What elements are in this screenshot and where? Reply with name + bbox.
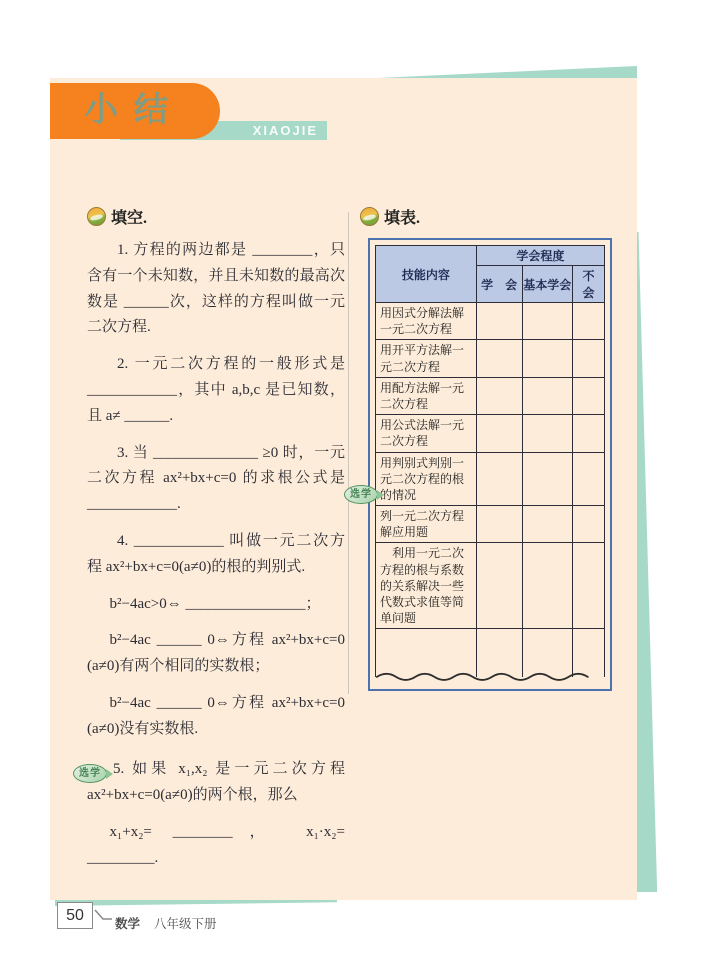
skills-table-frame [368,238,612,691]
globe-icon [87,207,106,226]
skill-cell: 利用一元二次方程的根与系数的关系解决一些代数式求值等简单问题 [376,543,477,629]
mastered-cell [476,543,522,629]
basically-cell [522,377,572,414]
blank-item-4: 4. ____________ 叫做一元二次方程 ax²+bx+c=0(a≠0)的根的判别式. [87,532,345,575]
footer-pointer-icon [93,908,113,922]
not-cell [572,377,604,414]
basically-cell [522,303,572,340]
skills-table [375,245,605,677]
skill-cell: 用判别式判别一元二次方程的根的情况 [376,452,477,506]
table-row [376,340,605,377]
blank-item-1: 1. 方程的两边都是 ________，只含有一个未知数，并且未知数的最高次数是 ______次，这样的方程叫做一元二次方程. [87,242,345,336]
basically-cell [522,506,572,543]
vieta-formula-line: x₁+x₂= ________， x₁·x₂= _________. [87,823,345,866]
skill-cell: 用配方法解一元二次方程 [376,377,477,414]
fill-blanks-heading [87,205,345,228]
mastered-cell [476,340,522,377]
discriminant-zero-line: b²−4ac ______ 0⇔方程 ax²+bx+c=0 (a≠0)有两个相同的实数根； [87,632,345,675]
col-header-skill: 技能内容 [376,246,477,303]
optional-study-badge [344,485,378,504]
blank-item-5 [79,757,345,809]
skill-cell: 列一元二次方程解应用题 [376,506,477,543]
mastered-cell [476,506,522,543]
optional-study-badge [73,764,107,783]
page-title: 小结 [84,92,184,129]
blank-item-5-text: 5. 如果 x₁,x₂ 是一元二次方程 ax²+bx+c=0(a≠0)的两个根，那么 [87,760,345,804]
not-cell [572,506,604,543]
table-row [376,377,605,414]
globe-icon [360,207,379,226]
basically-cell [522,543,572,629]
not-cell [572,303,604,340]
page-footer [57,902,217,932]
col-header-mastery: 学会程度 [476,246,604,266]
table-row [376,415,605,452]
basically-cell [522,415,572,452]
fill-table-section [360,205,618,691]
mastered-cell [476,415,522,452]
wavy-torn-edge [375,669,605,683]
textbook-page [50,78,637,900]
basically-cell [522,452,572,506]
footer-volume: 八年级下册 [154,917,217,931]
section-title-tab [50,83,220,139]
skill-cell: 用公式法解一元二次方程 [376,415,477,452]
fill-table-heading [360,205,618,228]
table-row [376,543,605,629]
sub-header-basically: 基本学会 [522,266,572,303]
not-cell [572,543,604,629]
mastered-cell [476,377,522,414]
teal-right-strip [636,232,657,892]
basically-cell [522,340,572,377]
sub-header-not: 不 会 [572,266,604,303]
footer-subject: 数学 [115,917,141,931]
mastered-cell [476,452,522,506]
table-row [376,452,605,506]
not-cell [572,340,604,377]
skill-cell: 用因式分解法解一元二次方程 [376,303,477,340]
optional-study-badge-label: 选学 [79,767,101,779]
blank-item-2: 2. 一元二次方程的一般形式是 ____________，其中 a,b,c 是已知数，且 a≠ ______. [87,356,345,424]
discriminant-positive-line: b²−4ac>0⇔ ________________； [109,595,321,612]
table-row [376,506,605,543]
fill-blanks-section [79,205,345,882]
fill-blanks-heading-label: 填空. [111,210,148,227]
not-cell [572,415,604,452]
table-row [376,303,605,340]
sub-header-mastered: 学 会 [476,266,522,303]
mastered-cell [476,303,522,340]
discriminant-negative-line: b²−4ac ______ 0⇔方程 ax²+bx+c=0 (a≠0)没有实数根. [87,694,345,737]
page-number: 50 [57,902,93,929]
fill-table-heading-label: 填表. [384,210,421,227]
column-divider [348,212,349,694]
not-cell [572,452,604,506]
title-pinyin: XIAOJIE [252,123,318,138]
skill-cell: 用开平方法解一元二次方程 [376,340,477,377]
blank-item-3: 3. 当 ______________ ≥0 时，一元二次方程 ax²+bx+c=0 的求根公式是 ____________. [87,444,345,513]
optional-study-badge-label: 选学 [350,488,372,500]
